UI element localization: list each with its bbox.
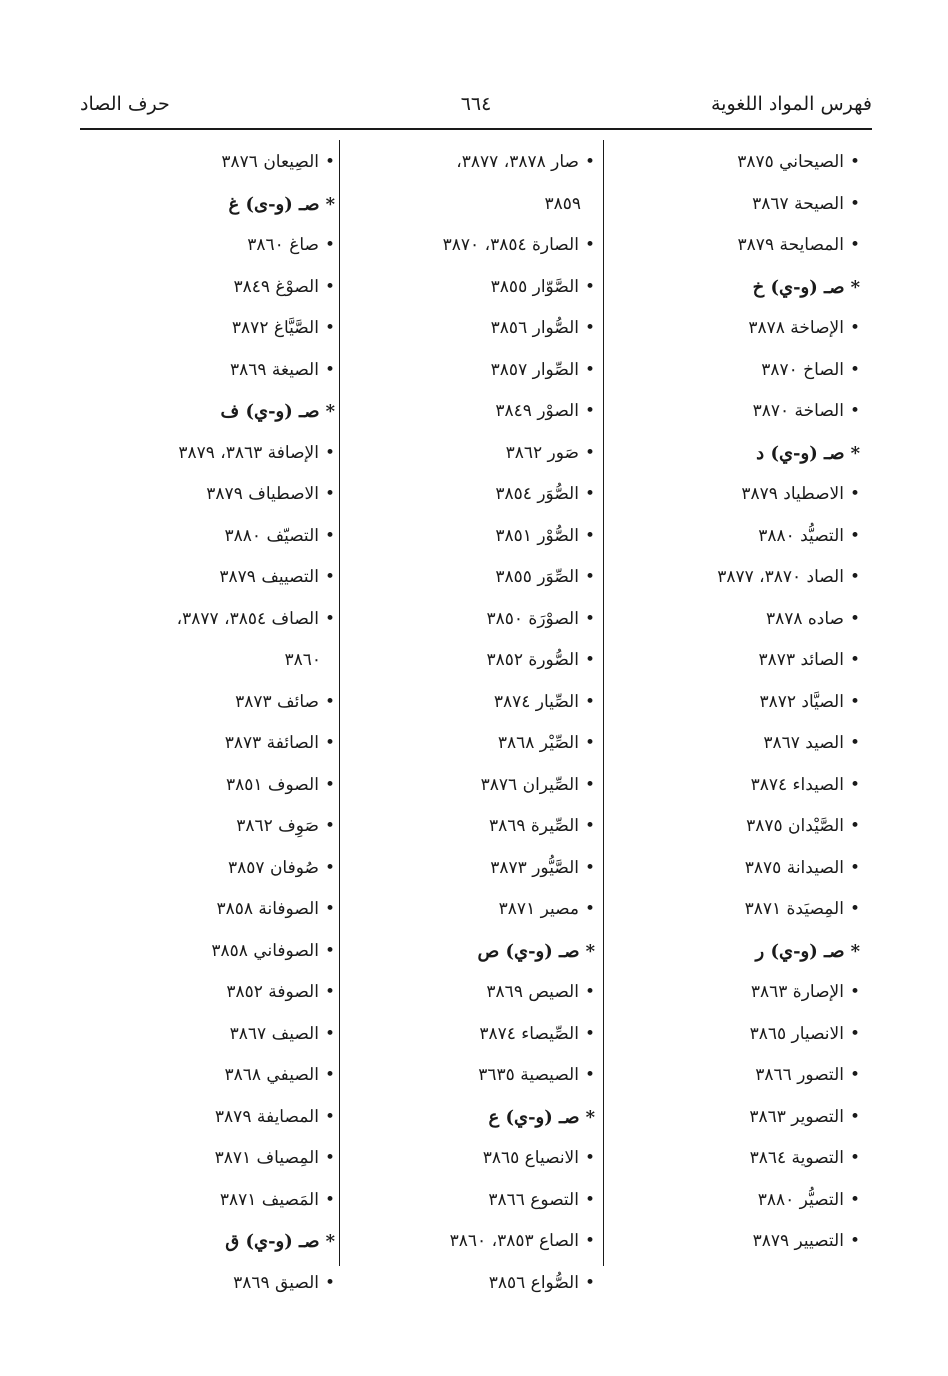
bullet-icon: •	[584, 1065, 595, 1085]
index-entry	[610, 516, 860, 558]
entry-text: الصوفانة ٣٨٥٨	[216, 899, 319, 919]
index-entry	[610, 350, 860, 392]
index-entry	[345, 1221, 595, 1263]
index-entry	[610, 391, 860, 433]
entry-text: الانصياع ٣٨٦٥	[482, 1148, 579, 1168]
entry-text: صاده ٣٨٧٨	[765, 608, 844, 629]
entry-text: الصِّيار ٣٨٧٤	[493, 691, 579, 712]
asterisk-icon: *	[325, 1231, 335, 1252]
section-title: حرف الصاد	[80, 93, 170, 115]
root-heading	[610, 931, 860, 973]
entry-text: مصير ٣٨٧١	[498, 899, 579, 919]
bullet-icon: •	[849, 608, 860, 629]
bullet-icon: •	[584, 318, 595, 338]
entry-text: الصيحة ٣٨٦٧	[752, 193, 844, 214]
entry-text: صَور ٣٨٦٢	[505, 442, 579, 463]
bullet-icon: •	[324, 940, 335, 961]
bullet-icon: •	[324, 318, 335, 338]
index-entry	[610, 723, 860, 765]
index-entry	[80, 142, 335, 184]
column-divider	[603, 140, 604, 1266]
bullet-icon: •	[324, 525, 335, 546]
index-entry	[610, 225, 860, 267]
entry-text: الصَّوّار ٣٨٥٥	[490, 276, 579, 297]
entry-text: الصيفي ٣٨٦٨	[224, 1065, 319, 1085]
entry-text: صـ (و-ي) ص	[477, 940, 580, 962]
bullet-icon: •	[584, 899, 595, 919]
bullet-icon: •	[584, 152, 595, 172]
bullet-icon: •	[584, 733, 595, 753]
index-entry	[610, 184, 860, 226]
entry-text: الصيصية ٣٦٣٥	[478, 1065, 579, 1085]
index-entry	[80, 474, 335, 516]
index-entry	[610, 599, 860, 641]
index-entry	[80, 848, 335, 890]
index-entry	[80, 599, 335, 641]
bullet-icon: •	[584, 608, 595, 629]
entry-text: المصايحة ٣٨٧٩	[737, 235, 844, 255]
index-entry	[610, 1055, 860, 1097]
index-entry	[610, 848, 860, 890]
index-entry	[345, 682, 595, 724]
entry-text: الإصاخة ٣٨٧٨	[748, 318, 844, 338]
index-entry	[345, 350, 595, 392]
bullet-icon: •	[584, 691, 595, 712]
index-entry	[610, 972, 860, 1014]
index-entry	[80, 1014, 335, 1056]
index-entry	[610, 1180, 860, 1222]
bullet-icon: •	[849, 774, 860, 795]
entry-text: الصِّوَر ٣٨٥٥	[495, 567, 579, 587]
asterisk-icon: *	[585, 1106, 595, 1128]
entry-text: الصِّيصاء ٣٨٧٤	[479, 1023, 579, 1044]
asterisk-icon: *	[585, 940, 595, 962]
bullet-icon: •	[584, 1189, 595, 1210]
root-heading	[345, 1097, 595, 1139]
index-entry	[345, 1138, 595, 1180]
asterisk-icon: *	[850, 442, 860, 464]
entry-text: المصايفة ٣٨٧٩	[214, 1106, 319, 1127]
index-entry	[80, 889, 335, 931]
index-entry-continuation	[80, 640, 335, 682]
bullet-icon: •	[849, 401, 860, 421]
index-entry	[610, 889, 860, 931]
bullet-icon: •	[584, 1148, 595, 1168]
bullet-icon: •	[584, 484, 595, 504]
bullet-icon: •	[324, 608, 335, 629]
entry-text: صُوفان ٣٨٥٧	[228, 857, 319, 878]
index-entry	[610, 1097, 860, 1139]
bullet-icon: •	[849, 1065, 860, 1085]
page-header	[80, 86, 872, 122]
bullet-icon: •	[584, 857, 595, 878]
root-heading	[80, 1221, 335, 1263]
entry-text: التصوير ٣٨٦٣	[749, 1106, 844, 1127]
index-entry	[345, 1263, 595, 1305]
bullet-icon: •	[324, 816, 335, 836]
entry-text: صار ٣٨٧٨، ٣٨٧٧،	[456, 152, 579, 172]
bullet-icon: •	[584, 276, 595, 297]
bullet-icon: •	[324, 774, 335, 795]
index-entry	[80, 723, 335, 765]
entry-text: الصِّوار ٣٨٥٧	[490, 359, 579, 380]
entry-text: ٣٨٥٩	[544, 193, 581, 214]
index-entry	[80, 806, 335, 848]
entry-text: الاصطياد ٣٨٧٩	[741, 484, 844, 504]
index-entry	[80, 931, 335, 973]
bullet-icon: •	[324, 1148, 335, 1168]
bullet-icon: •	[324, 1065, 335, 1085]
bullet-icon: •	[324, 982, 335, 1002]
index-entry	[80, 433, 335, 475]
entry-text: التصيُّد ٣٨٨٠	[758, 525, 844, 546]
entry-text: التصيُّر ٣٨٨٠	[757, 1189, 844, 1210]
index-entry	[345, 889, 595, 931]
entry-text: الصُّوَر ٣٨٥٤	[495, 484, 579, 504]
index-entry	[345, 267, 595, 309]
header-rule	[80, 128, 872, 130]
index-entry	[345, 599, 595, 641]
entry-text: صـ (و-ي) خ	[752, 276, 845, 298]
entry-text: الصيق ٣٨٦٩	[233, 1272, 319, 1293]
entry-text: الصاخ ٣٨٧٠	[761, 359, 844, 380]
page-number: ٦٦٤	[460, 93, 492, 115]
index-entry	[610, 765, 860, 807]
asterisk-icon: *	[325, 193, 335, 215]
root-heading	[610, 267, 860, 309]
entry-text: الصُّوْر ٣٨٥١	[495, 525, 579, 546]
entry-text: الصوْغ ٣٨٤٩	[233, 276, 319, 297]
index-entry	[610, 1221, 860, 1263]
entry-text: الصِّيران ٣٨٧٦	[480, 774, 579, 795]
asterisk-icon: *	[850, 940, 860, 962]
bullet-icon: •	[849, 733, 860, 753]
entry-text: الصائفة ٣٨٧٣	[224, 733, 319, 753]
entry-text: المِصياف ٣٨٧١	[214, 1148, 319, 1168]
bullet-icon: •	[849, 691, 860, 712]
bullet-icon: •	[849, 1189, 860, 1210]
entry-text: الصائد ٣٨٧٣	[758, 650, 844, 670]
bullet-icon: •	[849, 318, 860, 338]
index-entry	[80, 267, 335, 309]
index-column-middle	[345, 142, 595, 1304]
bullet-icon: •	[584, 650, 595, 670]
entry-text: صـ (و-ي) ق	[225, 1231, 320, 1252]
index-entry	[610, 806, 860, 848]
bullet-icon: •	[849, 982, 860, 1002]
index-entry	[345, 391, 595, 433]
entry-text: الصاخة ٣٨٧٠	[752, 401, 844, 421]
entry-text: الصاف ٣٨٥٤، ٣٨٧٧،	[176, 608, 319, 629]
index-entry	[80, 1180, 335, 1222]
bullet-icon: •	[584, 567, 595, 587]
index-entry-continuation	[345, 184, 595, 226]
entry-text: الصوفاني ٣٨٥٨	[211, 940, 319, 961]
index-title: فهرس المواد اللغوية	[710, 93, 872, 115]
entry-text: الصُّوار ٣٨٥٦	[490, 318, 579, 338]
entry-text: الصِّيرة ٣٨٦٩	[488, 816, 579, 836]
index-entry	[80, 516, 335, 558]
index-entry	[80, 972, 335, 1014]
bullet-icon: •	[584, 359, 595, 380]
bullet-icon: •	[324, 442, 335, 463]
bullet-icon: •	[849, 152, 860, 172]
entry-text: صاغ ٣٨٦٠	[247, 235, 319, 255]
index-entry	[610, 1138, 860, 1180]
bullet-icon: •	[584, 235, 595, 255]
entry-text: التصيير ٣٨٧٩	[752, 1231, 844, 1251]
entry-text: الصيداء ٣٨٧٤	[750, 774, 844, 795]
bullet-icon: •	[849, 193, 860, 214]
bullet-icon: •	[584, 1272, 595, 1293]
bullet-icon: •	[324, 235, 335, 255]
bullet-icon: •	[324, 857, 335, 878]
index-entry	[345, 557, 595, 599]
bullet-icon: •	[324, 1023, 335, 1044]
index-column-left	[80, 142, 335, 1304]
index-entry	[345, 308, 595, 350]
index-entry	[345, 848, 595, 890]
index-entry	[345, 806, 595, 848]
bullet-icon: •	[324, 359, 335, 380]
asterisk-icon: *	[325, 401, 335, 422]
entry-text: صَوِف ٣٨٦٢	[236, 816, 319, 836]
index-entry	[345, 972, 595, 1014]
entry-text: الإصارة ٣٨٦٣	[750, 982, 844, 1002]
entry-text: الصيف ٣٨٦٧	[229, 1023, 319, 1044]
bullet-icon: •	[584, 1023, 595, 1044]
entry-text: الصَّيَّاغ ٣٨٧٢	[231, 318, 319, 338]
index-column-right	[610, 142, 860, 1263]
entry-text: الصوف ٣٨٥١	[225, 774, 319, 795]
bullet-icon: •	[584, 442, 595, 463]
entry-text: التصوع ٣٨٦٦	[488, 1189, 579, 1210]
root-heading	[345, 931, 595, 973]
entry-text: الصيد ٣٨٦٧	[763, 733, 844, 753]
entry-text: الصارة ٣٨٥٤، ٣٨٧٠	[442, 235, 579, 255]
index-entry	[610, 557, 860, 599]
index-entry	[610, 308, 860, 350]
entry-text: الصوْرَة ٣٨٥٠	[486, 608, 579, 629]
index-entry	[610, 142, 860, 184]
entry-text: التصييف ٣٨٧٩	[219, 567, 319, 587]
index-entry	[80, 350, 335, 392]
entry-text: الصاد ٣٨٧٠، ٣٨٧٧	[717, 567, 844, 587]
entry-text: الصِيعان ٣٨٧٦	[221, 152, 319, 172]
bullet-icon: •	[324, 691, 335, 712]
index-entry	[345, 1055, 595, 1097]
index-entry	[345, 640, 595, 682]
entry-text: الصُّورة ٣٨٥٢	[486, 650, 579, 670]
entry-text: الصِّيْر ٣٨٦٨	[497, 733, 579, 753]
root-heading	[80, 391, 335, 433]
bullet-icon: •	[849, 1023, 860, 1044]
index-entry	[610, 1014, 860, 1056]
entry-text: الصوْر ٣٨٤٩	[495, 401, 579, 421]
bullet-icon: •	[324, 567, 335, 587]
bullet-icon: •	[849, 484, 860, 504]
entry-text: الصيغة ٣٨٦٩	[229, 359, 319, 380]
bullet-icon: •	[324, 899, 335, 919]
root-heading	[80, 184, 335, 226]
bullet-icon: •	[324, 1189, 335, 1210]
bullet-icon: •	[849, 359, 860, 380]
entry-text: الصَّيْدان ٣٨٧٥	[746, 816, 844, 836]
index-entry	[345, 1014, 595, 1056]
bullet-icon: •	[849, 816, 860, 836]
index-entry	[80, 308, 335, 350]
entry-text: ٣٨٦٠	[284, 650, 321, 670]
index-entry	[610, 682, 860, 724]
entry-text: صـ (و-ي) د	[756, 442, 845, 464]
entry-text: الصيَّاد ٣٨٧٢	[759, 691, 844, 712]
entry-text: المَصيف ٣٨٧١	[219, 1189, 319, 1210]
bullet-icon: •	[324, 484, 335, 504]
bullet-icon: •	[849, 899, 860, 919]
index-entry	[345, 765, 595, 807]
bullet-icon: •	[324, 733, 335, 753]
index-entry	[80, 765, 335, 807]
bullet-icon: •	[849, 650, 860, 670]
bullet-icon: •	[584, 774, 595, 795]
bullet-icon: •	[849, 525, 860, 546]
index-entry	[80, 225, 335, 267]
entry-text: صـ (و-ي) ف	[220, 401, 320, 422]
index-entry	[80, 1263, 335, 1305]
entry-text: الصوفة ٣٨٥٢	[226, 982, 319, 1002]
bullet-icon: •	[849, 1106, 860, 1127]
entry-text: صـ (و-ي) ع	[488, 1106, 580, 1128]
bullet-icon: •	[584, 401, 595, 421]
entry-text: الاصطياف ٣٨٧٩	[206, 484, 319, 504]
index-entry	[80, 1138, 335, 1180]
entry-text: التصوية ٣٨٦٤	[749, 1148, 844, 1168]
entry-text: صـ (و-ى) غ	[228, 193, 320, 215]
bullet-icon: •	[324, 152, 335, 172]
index-entry	[345, 225, 595, 267]
entry-text: الصُّواع ٣٨٥٦	[488, 1272, 579, 1293]
entry-text: الصيحاني ٣٨٧٥	[737, 152, 844, 172]
entry-text: التصور ٣٨٦٦	[755, 1065, 844, 1085]
bullet-icon: •	[849, 857, 860, 878]
bullet-icon: •	[849, 1231, 860, 1251]
bullet-icon: •	[584, 816, 595, 836]
entry-text: الإصافة ٣٨٦٣، ٣٨٧٩	[178, 442, 319, 463]
index-entry	[345, 1180, 595, 1222]
column-divider	[339, 140, 340, 1266]
entry-text: الصاع ٣٨٥٣، ٣٨٦٠	[449, 1231, 579, 1251]
bullet-icon: •	[849, 567, 860, 587]
entry-text: الانصيار ٣٨٦٥	[749, 1023, 844, 1044]
index-entry	[80, 682, 335, 724]
entry-text: الصَّيُّور ٣٨٧٣	[490, 857, 579, 878]
bullet-icon: •	[584, 525, 595, 546]
entry-text: صائف ٣٨٧٣	[235, 691, 319, 712]
index-entry	[345, 516, 595, 558]
index-entry	[345, 142, 595, 184]
index-entry	[345, 433, 595, 475]
entry-text: التصيّف ٣٨٨٠	[224, 525, 319, 546]
bullet-icon: •	[324, 1272, 335, 1293]
entry-text: الصيص ٣٨٦٩	[486, 982, 579, 1002]
index-entry	[345, 474, 595, 516]
bullet-icon: •	[849, 235, 860, 255]
index-entry	[345, 723, 595, 765]
entry-text: صـ (و-ي) ر	[755, 940, 845, 962]
asterisk-icon: *	[850, 276, 860, 298]
index-entry	[80, 1097, 335, 1139]
bullet-icon: •	[324, 276, 335, 297]
entry-text: المِصيَدة ٣٨٧١	[744, 899, 844, 919]
index-entry	[610, 640, 860, 682]
root-heading	[610, 433, 860, 475]
bullet-icon: •	[584, 982, 595, 1002]
index-entry	[610, 474, 860, 516]
index-entry	[80, 557, 335, 599]
bullet-icon: •	[849, 1148, 860, 1168]
index-entry	[80, 1055, 335, 1097]
bullet-icon: •	[324, 1106, 335, 1127]
bullet-icon: •	[584, 1231, 595, 1251]
entry-text: الصيدانة ٣٨٧٥	[744, 857, 844, 878]
